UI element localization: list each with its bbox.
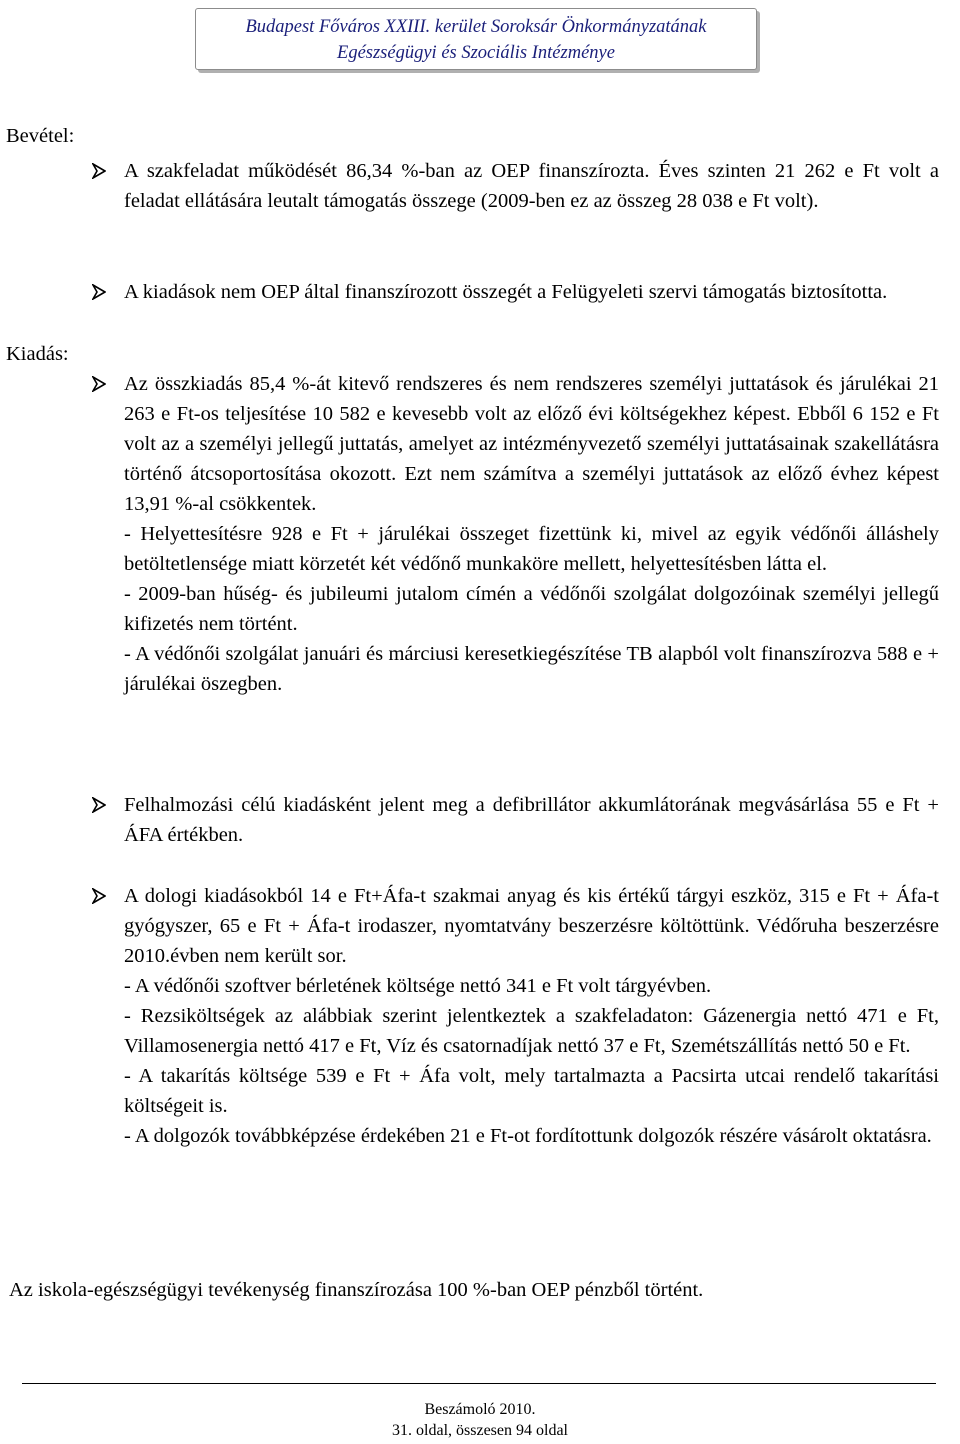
document-header	[195, 8, 757, 70]
arrow-bullet-icon	[92, 376, 106, 392]
closing-statement: Az iskola-egészségügyi tevékenység finanszírozása 100 %-ban OEP pénzből történt.	[9, 1279, 704, 1301]
income-bullet-2	[124, 277, 939, 307]
expense-bullet-1-main: Az összkiadás 85,4 %-át kitevő rendszeres és nem rendszeres személyi juttatások és járulékai 21 263 e Ft-os teljesítése 10 582 e kevesebb volt az előző évi költségekhez képest. Ebből 6 152 e Ft volt az a személyi jellegű juttatás, amelyet az intézményvezető személyi juttatásainak szakellátásra történő átcsoportosítása okozott. Ezt nem számítva a személyi juttatások az előző évhez képest 13,91 %-al csökkentek.	[124, 373, 939, 515]
arrow-bullet-icon	[92, 888, 106, 904]
income-bullet-1	[124, 156, 939, 216]
arrow-bullet-icon	[92, 163, 106, 179]
expense-bullet-3-sub-2: - Rezsiköltségek az alábbiak szerint jelentkeztek a szakfeladaton: Gázenergia nettó 471 e Ft, Villamosenergia nettó 417 e Ft, Víz és csatornadíjak nettó 37 e Ft, Szemétszállítás nettó 50 e Ft.	[124, 1005, 939, 1057]
expense-bullet-3-sub-3: - A takarítás költsége 539 e Ft + Áfa volt, mely tartalmazta a Pacsirta utcai rendelő takarítási költségeit is.	[124, 1065, 939, 1117]
footer-divider	[22, 1383, 936, 1384]
expense-bullet-2-text: Felhalmozási célú kiadásként jelent meg a defibrillátor akkumlátorának megvásárlása 55 e Ft + ÁFA értékben.	[124, 794, 939, 846]
expense-bullet-3-main: A dologi kiadásokból 14 e Ft+Áfa-t szakmai anyag és kis értékű tárgyi eszköz, 315 e Ft + Áfa-t gyógyszer, 65 e Ft + Áfa-t irodaszer, nyomtatvány beszerzésre költöttünk. Védőruha beszerzésre 2010.évben nem került sor.	[124, 885, 939, 967]
expense-bullet-1-sub-1: - Helyettesítésre 928 e Ft + járulékai összeget fizettünk ki, mivel az egyik védőnői álláshely betöltetlensége miatt körzetét két védőnő munkaköre mellett, helyettesítésben látta el.	[124, 523, 939, 575]
income-bullet-2-text: A kiadások nem OEP által finanszírozott összegét a Felügyeleti szervi támogatás biztosította.	[124, 281, 888, 303]
section-label-income: Bevétel:	[6, 125, 75, 147]
footer-page-number: 31. oldal, összesen 94 oldal	[392, 1422, 568, 1439]
expense-bullet-2	[124, 790, 939, 850]
footer-report-title: Beszámoló 2010.	[424, 1401, 536, 1418]
expense-bullet-3-sub-1: - A védőnői szoftver bérletének költsége nettó 341 e Ft volt tárgyévben.	[124, 975, 712, 997]
header-line-2: Egészségügyi és Szociális Intézménye	[337, 43, 615, 63]
header-line-1: Budapest Főváros XXIII. kerület Soroksár Önkormányzatának	[245, 17, 707, 37]
arrow-bullet-icon	[92, 797, 106, 813]
expense-bullet-1	[124, 369, 939, 699]
expense-bullet-3-sub-4: - A dolgozók továbbképzése érdekében 21 e Ft-ot fordítottunk dolgozók részére vásárolt oktatásra.	[124, 1125, 932, 1147]
expense-bullet-3	[124, 881, 939, 1151]
income-bullet-1-text: A szakfeladat működését 86,34 %-ban az OEP finanszírozta. Éves szinten 21 262 e Ft volt a feladat ellátására leutalt támogatás összege (2009-ben ez az összeg 28 038 e Ft volt).	[124, 160, 939, 212]
arrow-bullet-icon	[92, 284, 106, 300]
expense-bullet-1-sub-2: - 2009-ban hűség- és jubileumi jutalom címén a védőnői szolgálat dolgozóinak személyi jellegű kifizetés nem történt.	[124, 583, 939, 635]
section-label-expense: Kiadás:	[6, 343, 69, 365]
expense-bullet-1-sub-3: - A védőnői szolgálat januári és márciusi keresetkiegészítése TB alapból volt finanszírozva 588 e + járulékai öszegben.	[124, 643, 939, 695]
